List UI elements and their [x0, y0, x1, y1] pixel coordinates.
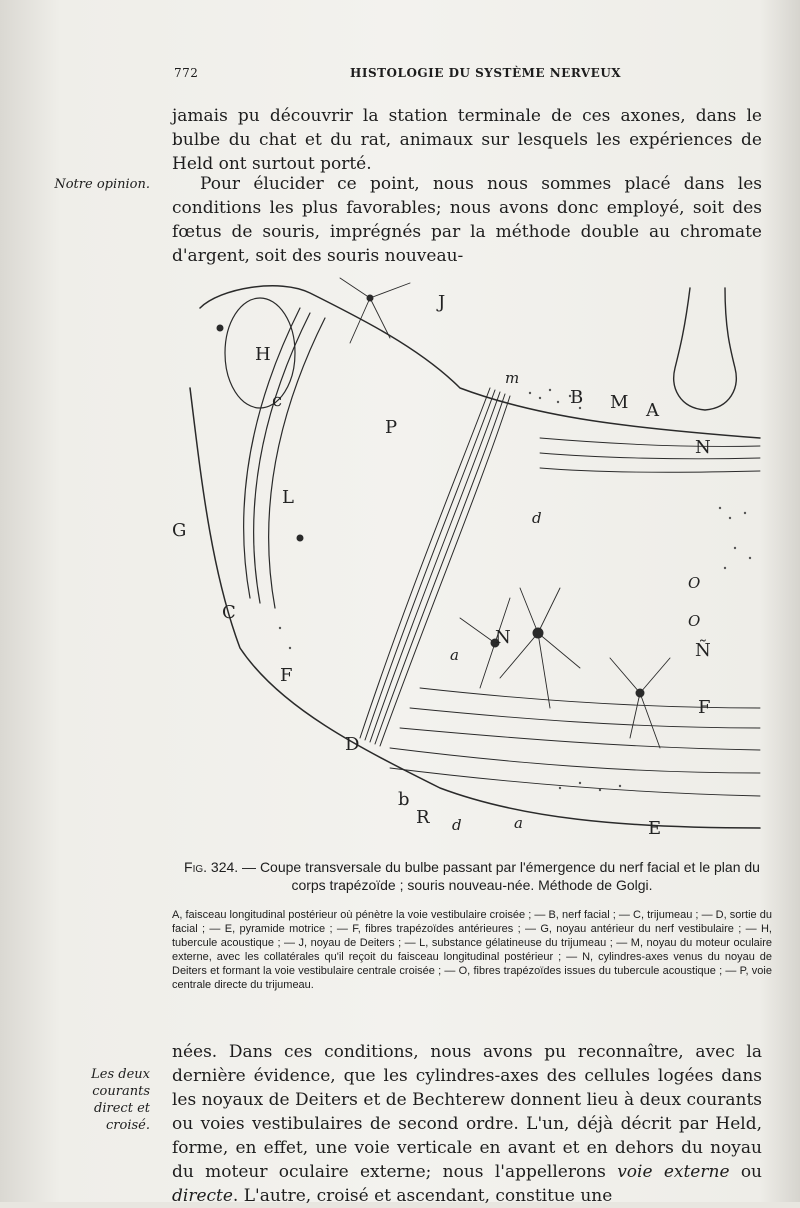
label-R: R [416, 807, 430, 828]
histology-illustration [160, 268, 770, 848]
label-P: P [385, 417, 398, 438]
label-a-bottom: a [514, 814, 523, 832]
label-F-left: F [280, 665, 293, 686]
page-number: 772 [174, 66, 199, 80]
figure-legend: A, faisceau longitudinal postérieur où pénètre la voie vestibulaire croisée ; — B, nerf facial ; — C, trijumeau ; — D, sortie du facial ; — E, pyramide motrice ; — F, fibres trapézoïdes antérieures ; — G, noyau antérieur du nerf vestibulaire ; — H, tubercule acoustique ; — J, noyau de Deiters ; — L, substance gélatineuse du trijumeau ; — M, noyau du moteur oculaire externe, avec les collatérales qu'il reçoit du faisceau longitudinal postérieur ; — N, cylindres-axes venus du noyau de Deiters et formant la voie vestibulaire centrale croisée ; — O, fibres trapézoïdes issues du tubercule acoustique ; — P, voie centrale directe du trijumeau. [172, 909, 772, 991]
label-c: c [272, 390, 283, 411]
figure-caption [172, 858, 772, 894]
label-B: B [570, 387, 584, 408]
paragraph-3-text-b: ou [729, 1162, 763, 1182]
label-J: J [438, 292, 446, 313]
label-d-bottom: d [452, 816, 462, 834]
label-N-cell: N [495, 627, 511, 648]
margin-note-opinion: Notre opinion. [54, 177, 150, 192]
label-N: N [695, 437, 711, 458]
label-d-top: d [532, 509, 542, 527]
paragraph-1: jamais pu découvrir la station terminale de ces axones, dans le bulbe du chat et du rat, animaux sur lesquels les expériences de Held ont surtout porté. [172, 106, 762, 174]
figure-324 [160, 268, 770, 848]
margin-note-currents: Les deux courants direct et croisé. [91, 1067, 150, 1133]
label-b: b [398, 789, 410, 810]
label-F-right: F [698, 697, 711, 718]
label-A: A [646, 400, 659, 421]
label-O-1: O [688, 574, 701, 592]
label-m: m [505, 369, 520, 387]
drawing [190, 278, 760, 828]
figure-reference: Fig. 324. [184, 859, 239, 875]
paragraph-3-text-c: . L'autre, croisé et ascendant, constitue une [232, 1186, 613, 1206]
label-E: E [648, 818, 662, 839]
paragraph-2-block [172, 172, 762, 268]
paragraph-continuation [172, 104, 762, 176]
paragraph-3 [172, 1040, 762, 1208]
term-voie-externe: voie externe [617, 1162, 730, 1182]
label-G: G [172, 520, 187, 541]
label-M: M [610, 392, 629, 413]
paragraph-2: Pour élucider ce point, nous nous sommes placé dans les conditions les plus favorables; nous avons donc employé, soit des fœtus de souris, imprégnés par la méthode double au chromate d'argent, soit des souris nouveau- [172, 174, 762, 266]
label-a-mid: a [450, 646, 459, 664]
term-directe: directe [172, 1186, 233, 1206]
paragraph-3-text-a: nées. Dans ces conditions, nous avons pu reconnaître, avec la dernière évidence, que les cylindres-axes des cellules logées dans les noyaux de Deiters et de Bechterew donnent lieu à deux courants ou voies vestibulaires de second ordre. L'un, déjà décrit par Held, forme, en effet, une voie verticale en avant et en dehors du noyau du moteur oculaire externe; nous l'appellerons [172, 1042, 762, 1182]
paragraph-3-block [172, 1040, 762, 1208]
label-C: C [222, 602, 236, 623]
label-L: L [282, 487, 294, 508]
label-D: D [345, 734, 360, 755]
label-N-tilde: Ñ [695, 640, 711, 661]
running-title: HISTOLOGIE DU SYSTÈME NERVEUX [350, 66, 622, 80]
caption-text: — Coupe transversale du bulbe passant par l'émergence du nerf facial et le plan du corps trapézoïde ; souris nouveau-née. Méthode de Golgi. [238, 859, 760, 893]
label-H: H [255, 344, 271, 365]
label-O-2: O [688, 612, 701, 630]
